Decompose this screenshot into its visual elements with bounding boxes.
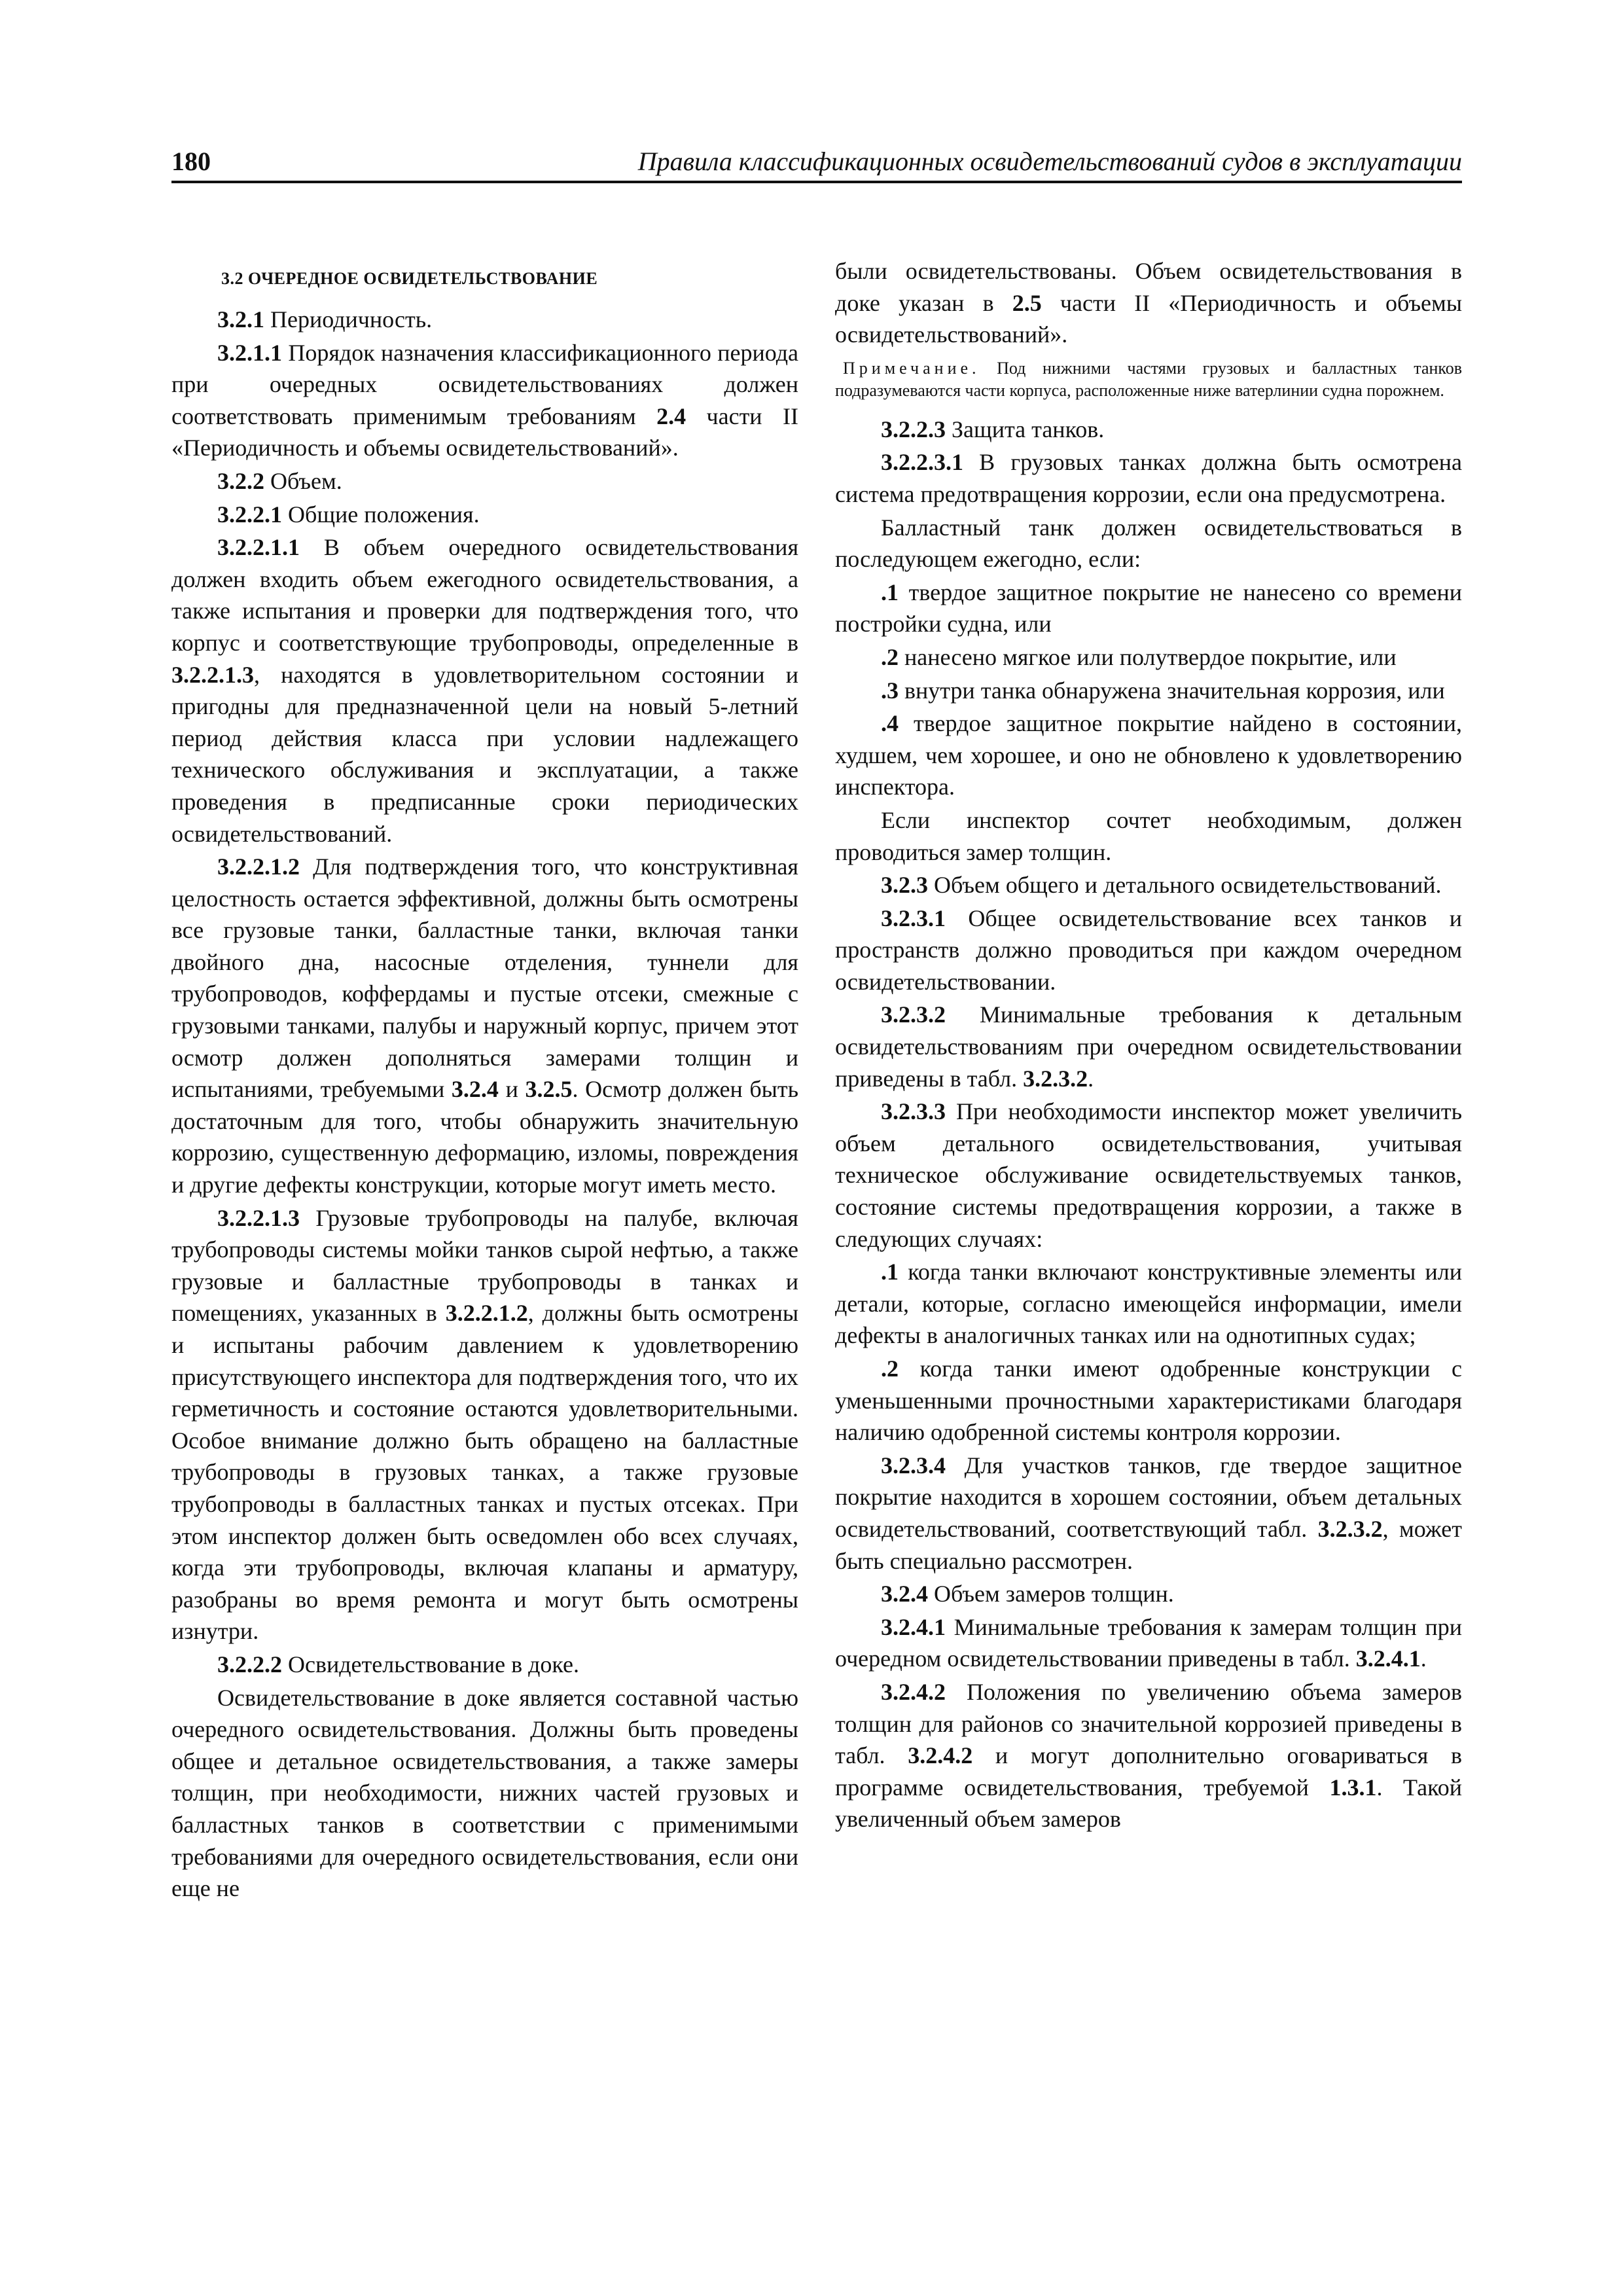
clause-number: 3.2.2.1.2 bbox=[217, 853, 300, 880]
left-column bbox=[171, 254, 798, 1906]
paragraph-text: Если инспектор сочтет необходимым, должен проводиться замер толщин. bbox=[835, 806, 1462, 865]
paragraph-text: Объем замеров толщин. bbox=[934, 1581, 1174, 1607]
list-item-2 bbox=[835, 1353, 1462, 1448]
cross-reference: 1.3.1 bbox=[1329, 1774, 1377, 1801]
paragraph-text: Периодичность. bbox=[270, 306, 433, 332]
paragraph-3-2-2-2 bbox=[171, 1649, 798, 1681]
paragraph-3-2-2 bbox=[171, 465, 798, 497]
section-title: 3.2 ОЧЕРЕДНОЕ ОСВИДЕТЕЛЬСТВОВАНИЕ bbox=[221, 269, 598, 288]
paragraph-text: Минимальные требования к детальным освидетельствованиям при очередном освидетельствовании приведены в табл. bbox=[835, 1001, 1462, 1092]
paragraph-3-2-3-2 bbox=[835, 999, 1462, 1094]
clause-number: 3.2.4 bbox=[881, 1581, 928, 1607]
paragraph-3-2-2-1-2 bbox=[171, 851, 798, 1201]
cross-reference: 3.2.3.2 bbox=[1023, 1065, 1088, 1092]
paragraph-3-2-1-1 bbox=[171, 337, 798, 464]
clause-number: 3.2.3.2 bbox=[881, 1001, 946, 1028]
paragraph-3-2-2-3 bbox=[835, 414, 1462, 446]
cross-reference: 3.2.5 bbox=[525, 1076, 573, 1103]
cross-reference: 3.2.2.1.3 bbox=[171, 661, 254, 688]
paragraph-text: При необходимости инспектор может увеличить объем детального освидетельствования, учитывая техническое обслуживание освидетельствуемых танков, состояние системы предотвращения коррозии, а также в следующих случаях: bbox=[835, 1098, 1463, 1252]
paragraph-text: Балластный танк должен освидетельствоваться в последующем ежегодно, если: bbox=[835, 514, 1462, 573]
paragraph-text: . Осмотр должен быть достаточным для того, чтобы обнаружить значительную коррозию, существенную деформацию, изломы, повреждения и другие дефекты конструкции, которые могут иметь место. bbox=[171, 1076, 799, 1198]
clause-number: 3.2.2.3 bbox=[881, 416, 946, 442]
paragraph-text: части II «Периодичность и объемы освидетельствований». bbox=[835, 289, 1462, 348]
list-item-3 bbox=[835, 675, 1462, 707]
paragraph-3-2-3-1 bbox=[835, 903, 1462, 998]
paragraph-text: нанесено мягкое или полутвердое покрытие, или bbox=[904, 643, 1397, 670]
paragraph-3-2-2-1 bbox=[171, 499, 798, 531]
cross-reference: 2.5 bbox=[1012, 289, 1042, 316]
running-title: Правила классификационных освидетельствований судов в эксплуатации bbox=[637, 147, 1462, 176]
clause-number: 3.2.2.1.1 bbox=[217, 534, 300, 561]
paragraph-text: Минимальные требования к замерам толщин при очередном освидетельствовании приведены в табл. bbox=[835, 1613, 1462, 1672]
paragraph-text: Освидетельствование в доке является составной частью очередного освидетельствования. Должны быть проведены общее и детальное освидетельствования, а также замеры толщин, при необходимости, нижних частей грузовых и балластных танков в соответствии с применимыми требованиями для очередного освидетельствования, если они еще не bbox=[171, 1684, 798, 1902]
cross-reference: 3.2.4 bbox=[451, 1076, 499, 1103]
paragraph-3-2-4-2 bbox=[835, 1676, 1462, 1835]
note bbox=[835, 357, 1462, 402]
paragraph-ballast-tank bbox=[835, 512, 1462, 575]
paragraph-text: В объем очередного освидетельствования должен входить объем ежегодного освидетельствования, а также испытания и проверки для подтверждения того, что корпус и соответствующие трубопроводы, определенные в bbox=[171, 534, 798, 656]
paragraph-text: , должны быть осмотрены и испытаны рабочим давлением к удовлетворению присутствующего инспектора для подтверждения того, что их герметичность и состояние остаются удовлетворительными. Особое внимание должно быть обращено на балластные трубопроводы в грузовых танках, а также грузовые трубопроводы в балластных танках и пустых отсеках. При этом инспектор должен быть осведомлен обо всех случаях, когда эти трубопроводы, включая клапаны и арматуру, разобраны во время ремонта и могут быть осмотрены изнутри. bbox=[171, 1300, 799, 1645]
paragraph-text: Объем общего и детального освидетельствований. bbox=[934, 872, 1442, 899]
paragraph-text: . bbox=[1420, 1645, 1427, 1672]
list-number: .2 bbox=[881, 1355, 899, 1382]
paragraph-text: , может быть специально рассмотрен. bbox=[835, 1515, 1462, 1574]
list-number: .4 bbox=[881, 710, 899, 737]
cross-reference: 2.4 bbox=[656, 403, 687, 429]
paragraph-text: Объем. bbox=[270, 467, 342, 494]
clause-number: 3.2.1.1 bbox=[217, 339, 282, 366]
paragraph-dock-survey bbox=[171, 1682, 798, 1905]
paragraph-3-2-1 bbox=[171, 304, 798, 336]
paragraph-3-2-2-1-3 bbox=[171, 1202, 798, 1647]
paragraph-text: части II «Периодичность и объемы освидетельствований». bbox=[171, 403, 798, 461]
paragraph-3-2-4 bbox=[835, 1578, 1462, 1610]
clause-number: 3.2.3.3 bbox=[881, 1098, 946, 1125]
page-number: 180 bbox=[171, 147, 211, 176]
paragraph-3-2-3-4 bbox=[835, 1450, 1462, 1577]
paragraph-text: Общие положения. bbox=[288, 501, 480, 528]
paragraph-text: Для подтверждения того, что конструктивная целостность остается эффективной, должны быть осмотрены все грузовые танки, балластные танки, включая танки двойного дна, насосные отделения, туннели для трубопроводов, коффердамы и пустые отсеки, смежные с грузовыми танками, палубы и наружный корпус, причем этот осмотр должен дополняться замерами толщин и испытаниями, требуемыми bbox=[171, 853, 798, 1103]
note-label: Примечание. bbox=[843, 358, 980, 378]
paragraph-text: Грузовые трубопроводы на палубе, включая трубопроводы системы мойки танков сырой нефтью, а также грузовые и балластные трубопроводы в танках и помещениях, указанных в bbox=[171, 1204, 798, 1327]
paragraph-text: внутри танка обнаружена значительная коррозия, или bbox=[904, 677, 1445, 704]
paragraph-text: были освидетельствованы. Объем освидетельствования в доке указан в bbox=[835, 258, 1462, 316]
list-item-4 bbox=[835, 708, 1462, 803]
clause-number: 3.2.3 bbox=[881, 872, 928, 899]
paragraph-text: . bbox=[1088, 1065, 1094, 1092]
paragraph-text: и bbox=[505, 1076, 518, 1103]
list-item-1 bbox=[835, 577, 1462, 640]
paragraph-text: . Такой увеличенный объем замеров bbox=[835, 1774, 1463, 1833]
list-number: .1 bbox=[881, 1259, 899, 1285]
list-number: .1 bbox=[881, 579, 899, 605]
cross-reference: 3.2.4.2 bbox=[908, 1742, 973, 1769]
paragraph-text: Положения по увеличению объема замеров толщин для районов со значительной коррозией приведены в табл. bbox=[835, 1678, 1462, 1769]
paragraph-3-2-3 bbox=[835, 869, 1462, 901]
paragraph-text: Для участков танков, где твердое защитное покрытие находится в хорошем состоянии, объем детальных освидетельствований, соответствующий табл. bbox=[835, 1452, 1462, 1542]
clause-number: 3.2.2.1.3 bbox=[217, 1204, 300, 1231]
paragraph-text: когда танки имеют одобренные конструкции с уменьшенными прочностными характеристиками благодаря наличию одобренной системы контроля коррозии. bbox=[835, 1355, 1463, 1446]
paragraph-3-2-2-3-1 bbox=[835, 446, 1462, 510]
paragraph-text: Защита танков. bbox=[952, 416, 1105, 442]
paragraph-text: В грузовых танках должна быть осмотрена система предотвращения коррозии, если она предусмотрена. bbox=[835, 449, 1462, 507]
paragraph-text: когда танки включают конструктивные элементы или детали, которые, согласно имеющейся информации, имели дефекты в аналогичных танках или на однотипных судах; bbox=[835, 1259, 1463, 1349]
paragraph-3-2-3-3 bbox=[835, 1096, 1462, 1255]
cross-reference: 3.2.3.2 bbox=[1317, 1515, 1383, 1542]
clause-number: 3.2.3.1 bbox=[881, 905, 946, 931]
clause-number: 3.2.2.3.1 bbox=[881, 449, 963, 476]
cross-reference: 3.2.4.1 bbox=[1355, 1645, 1421, 1672]
paragraph-continuation bbox=[835, 255, 1462, 351]
paragraph-text: Освидетельствование в доке. bbox=[288, 1651, 579, 1677]
list-number: .2 bbox=[881, 643, 899, 670]
page-header bbox=[171, 140, 1462, 183]
clause-number: 3.2.2 bbox=[217, 467, 264, 494]
cross-reference: 3.2.2.1.2 bbox=[445, 1300, 528, 1327]
paragraph-text: и могут дополнительно оговариваться в программе освидетельствования, требуемой bbox=[835, 1742, 1463, 1801]
clause-number: 3.2.2.2 bbox=[217, 1651, 282, 1677]
list-number: .3 bbox=[881, 677, 899, 704]
clause-number: 3.2.4.2 bbox=[881, 1678, 946, 1705]
paragraph-text: , находятся в удовлетворительном состоянии и пригодны для предназначенной цели на новый 5-летний период действия класса при условии надлежащего технического обслуживания и эксплуатации, а также проведения в предписанные сроки периодических освидетельствований. bbox=[171, 661, 798, 847]
paragraph-text: Порядок назначения классификационного периода при очередных освидетельствованиях должен соответствовать применимым требованиям bbox=[171, 339, 798, 429]
list-item-1 bbox=[835, 1256, 1462, 1352]
list-item-2 bbox=[835, 641, 1462, 673]
paragraph-3-2-4-1 bbox=[835, 1611, 1462, 1675]
paragraph-thickness bbox=[835, 804, 1462, 868]
right-column bbox=[835, 255, 1462, 1837]
paragraph-text: твердое защитное покрытие не нанесено со времени постройки судна, или bbox=[835, 579, 1463, 637]
note-text: Под нижними частями грузовых и балластных танков подразумеваются части корпуса, расположенные ниже ватерлинии судна порожнем. bbox=[835, 358, 1462, 400]
paragraph-3-2-2-1-1 bbox=[171, 531, 798, 850]
clause-number: 3.2.2.1 bbox=[217, 501, 282, 528]
clause-number: 3.2.1 bbox=[217, 306, 264, 332]
clause-number: 3.2.4.1 bbox=[881, 1613, 946, 1640]
paragraph-text: твердое защитное покрытие найдено в состоянии, худшем, чем хорошее, и оно не обновлено к удовлетворению инспектора. bbox=[835, 710, 1462, 800]
paragraph-text: Общее освидетельствование всех танков и пространств должно проводиться при каждом очередном освидетельствовании. bbox=[835, 905, 1462, 995]
clause-number: 3.2.3.4 bbox=[881, 1452, 946, 1479]
